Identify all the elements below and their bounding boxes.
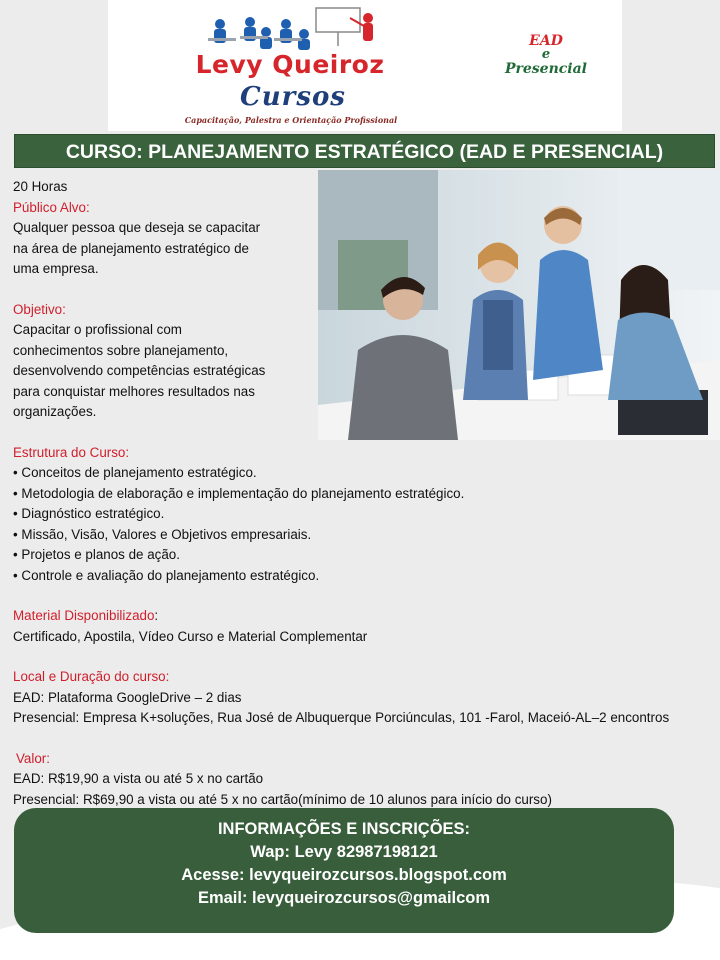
material-text: Certificado, Apostila, Vídeo Curso e Material Complementar [13,628,368,644]
estrutura-item: • Missão, Visão, Valores e Objetivos empresariais. [13,526,312,542]
course-details [13,177,718,810]
info-wap: Wap: Levy 82987198121 [250,843,438,861]
publico-label: Público Alvo: [13,199,90,215]
objetivo-line: Capacitar o profissional com [13,322,182,337]
estrutura-item: • Diagnóstico estratégico. [13,506,165,521]
objetivo-line: organizações. [13,404,97,419]
info-title: INFORMAÇÕES E INSCRIÇÕES: [217,820,471,838]
valor-ead: EAD: R$19,90 a vista ou até 5 x no cartão [13,771,264,786]
header-logo [108,0,622,131]
brand-tagline: Capacitação, Palestra e Orientação Profissional [184,115,398,125]
publico-line: uma empresa. [13,261,99,276]
info-acesse[interactable]: Acesse: levyqueirozcursos.blogspot.com [181,866,507,884]
estrutura-item: • Projetos e planos de ação. [13,547,180,562]
course-title: CURSO: PLANEJAMENTO ESTRATÉGICO (EAD E PRESENCIAL) [14,134,715,168]
publico-line: Qualquer pessoa que deseja se capacitar [13,220,261,235]
mode-and: e [541,47,551,62]
classroom-teacher-icon [208,6,378,52]
valor-label: Valor: [16,750,50,766]
objetivo-line: desenvolvendo competências estratégicas [13,363,266,378]
local-label: Local e Duração do curso: [13,669,170,684]
material-label-row [13,606,718,627]
objetivo-line: conhecimentos sobre planejamento, [13,342,229,358]
brand-name: Levy Queiroz [195,50,385,79]
mode-ead: EAD [529,33,563,49]
course-hours: 20 Horas [13,179,68,194]
estrutura-item: • Controle e avaliação do planejamento estratégico. [13,567,320,583]
info-email[interactable]: Email: levyqueirozcursos@gmailcom [197,889,491,907]
objetivo-label: Objetivo: [13,301,66,317]
brand-subtitle: Cursos [240,82,346,112]
info-box [14,808,674,933]
mode-badge [466,34,626,76]
mode-presencial: Presencial [504,61,587,77]
estrutura-item: • Metodologia de elaboração e implementação do planejamento estratégico. [13,485,465,501]
material-label: Material Disponibilizado [13,608,155,623]
local-ead: EAD: Plataforma GoogleDrive – 2 dias [13,689,242,705]
material-colon: : [154,608,159,623]
estrutura-item: • Conceitos de planejamento estratégico. [13,465,257,480]
publico-line: na área de planejamento estratégico de [13,240,249,256]
valor-presencial: Presencial: R$69,90 a vista ou até 5 x no cartão(mínimo de 10 alunos para início do curso) [13,791,552,807]
objetivo-line: para conquistar melhores resultados nas [13,383,255,399]
estrutura-label: Estrutura do Curso: [13,444,130,460]
local-presencial: Presencial: Empresa K+soluções, Rua José de Albuquerque Porciúnculas, 101 -Farol, Maceió-AL–2 encontros [13,710,670,725]
